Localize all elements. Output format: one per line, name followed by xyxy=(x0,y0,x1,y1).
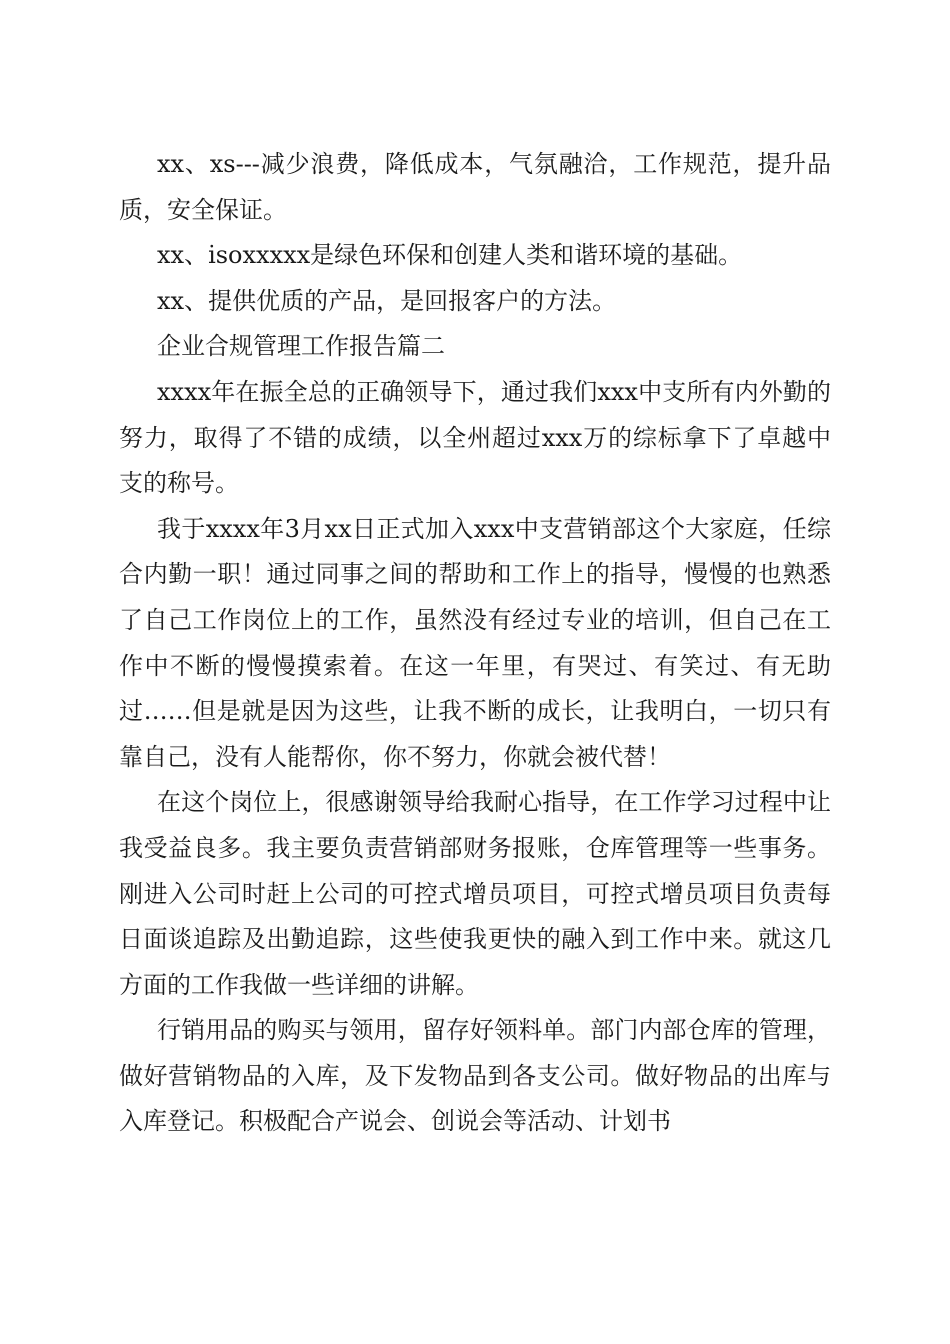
section-heading: 企业合规管理工作报告篇二 xyxy=(157,332,445,361)
paragraph-slogan-quality: xx、提供优质的产品，是回报客户的方法。 xyxy=(157,286,617,315)
paragraph-joining: 我于xxxx年3月xx日正式加入xxx中支营销部这个大家庭，任综合内勤一职！通过同事之间的帮助和工作上的指导，慢慢的也熟悉了自己工作岗位上的工作，虽然没有经过专业的培训，但自己在工作中不断的慢慢摸索着。在这一年里，有哭过、有笑过、有无助过……但是就是因为这些，让我不断的成长，让我明白，一切只有靠自己，没有人能帮你，你不努力，你就会被代替！ xyxy=(119,514,831,771)
paragraph-achievement: xxxx年在振全总的正确领导下，通过我们xxx中支所有内外勤的努力，取得了不错的成绩，以全州超过xxx万的综标拿下了卓越中支的称号。 xyxy=(119,377,831,498)
paragraph-slogan-xs: xx、xs---减少浪费，降低成本，气氛融洽，工作规范，提升品质，安全保证。 xyxy=(119,150,831,224)
paragraph-supplies: 行销用品的购买与领用，留存好领料单。部门内部仓库的管理，做好营销物品的入库，及下发物品到各支公司。做好物品的出库与入库登记。积极配合产说会、创说会等活动、计划书 xyxy=(119,1016,831,1136)
document-body xyxy=(119,142,831,1145)
paragraph-slogan-iso: xx、isoxxxxx是绿色环保和创建人类和谐环境的基础。 xyxy=(157,241,743,270)
paragraph-responsibilities: 在这个岗位上，很感谢领导给我耐心指导，在工作学习过程中让我受益良多。我主要负责营销部财务报账，仓库管理等一些事务。刚进入公司时赶上公司的可控式增员项目，可控式增员项目负责每日面谈追踪及出勤追踪，这些使我更快的融入到工作中来。就这几方面的工作我做一些详细的讲解。 xyxy=(119,788,831,999)
